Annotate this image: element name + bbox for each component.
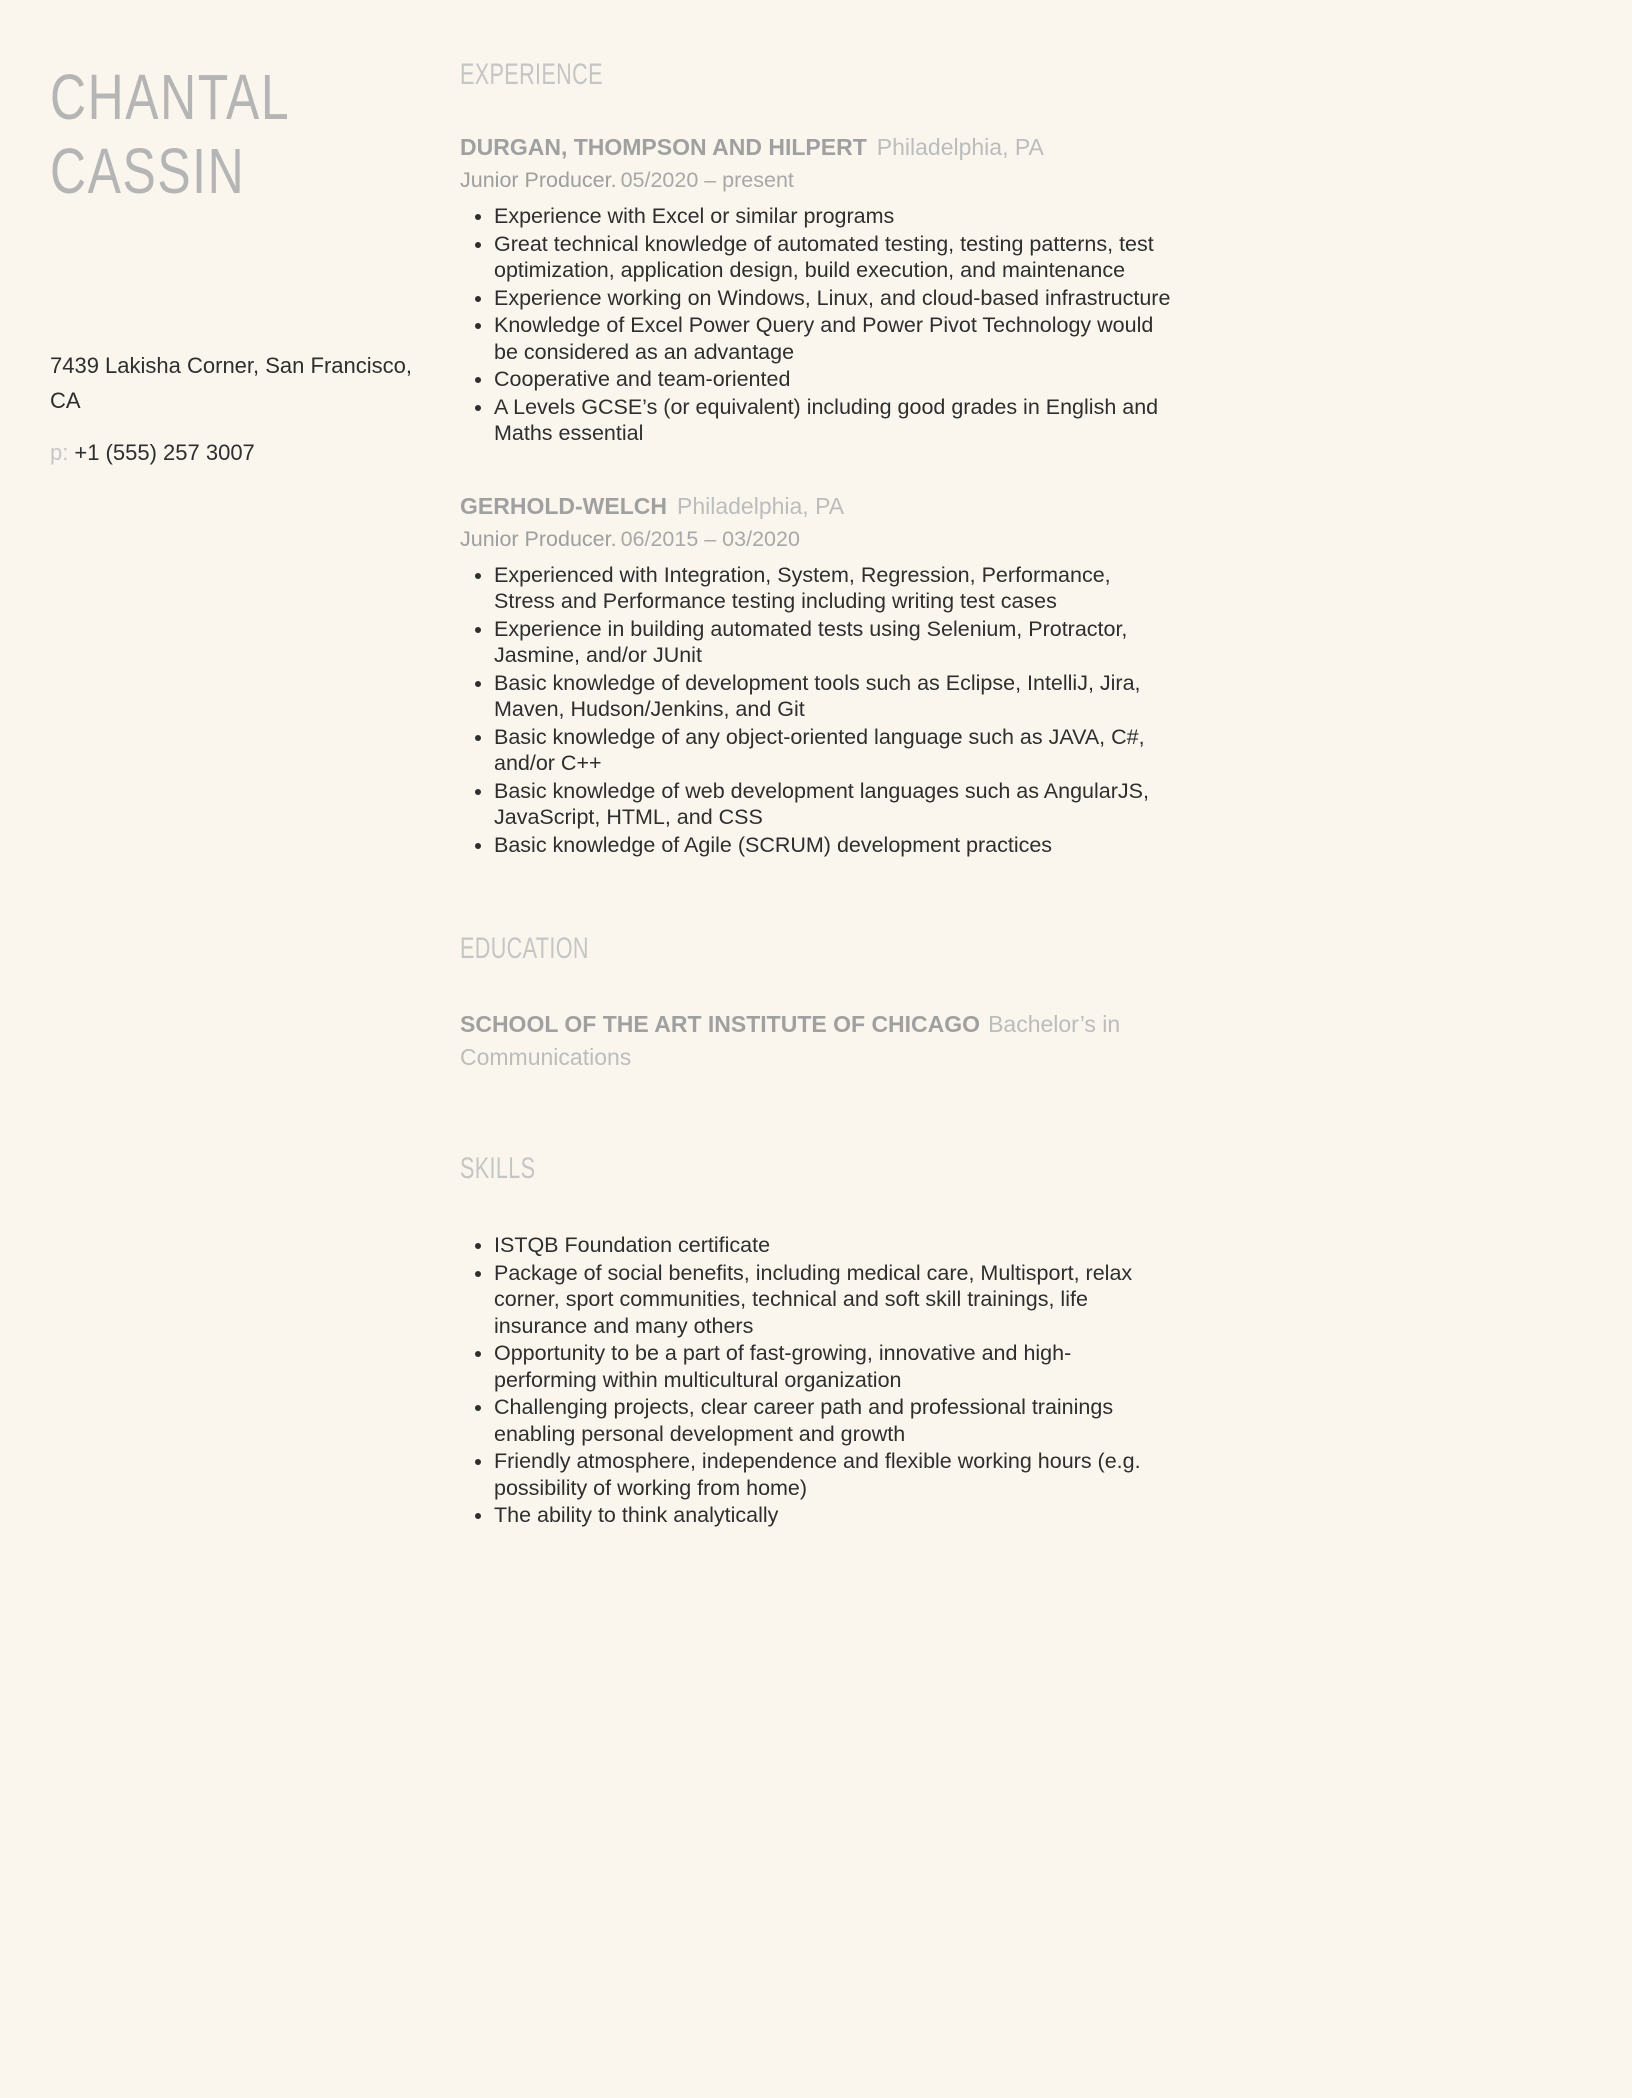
school-name: SCHOOL OF THE ART INSTITUTE OF CHICAGO <box>460 1011 981 1037</box>
job-location: Philadelphia, PA <box>876 134 1044 160</box>
job-entry-2 <box>460 493 1172 859</box>
skills-list <box>460 1232 1172 1529</box>
job-bullets <box>460 203 1172 447</box>
candidate-name <box>50 60 414 208</box>
section-experience <box>460 58 1172 858</box>
job-location: Philadelphia, PA <box>676 492 845 519</box>
bullet-item: • Basic knowledge of any object-oriented language such as JAVA, C#, and/or C++ <box>494 724 1172 777</box>
bullet-item: • Basic knowledge of web development languages such as AngularJS, JavaScript, HTML, and CSS <box>494 778 1172 831</box>
skills-title: SKILLS <box>460 1152 536 1185</box>
sidebar <box>0 0 450 2098</box>
address-line-1: 7439 Lakisha Corner, San Francisco, <box>50 353 412 378</box>
job-dates: 05/2020 – present <box>620 168 794 192</box>
job-heading <box>460 493 1172 520</box>
name-line-1: CHANTAL <box>50 61 291 133</box>
education-title: EDUCATION <box>460 932 589 965</box>
bullet-item: • Experienced with Integration, System, Regression, Performance, Stress and Performance testing including writing test cases <box>494 562 1172 615</box>
job-heading <box>460 134 1172 161</box>
job-role: Junior Producer. <box>460 168 617 192</box>
address <box>50 348 414 418</box>
section-education <box>460 932 1172 1074</box>
bullet-item: • Knowledge of Excel Power Query and Power Pivot Technology would be considered as an advantage <box>494 312 1172 365</box>
phone-label: p: <box>50 440 69 465</box>
job-bullets <box>460 562 1172 859</box>
phone-number: +1 (555) 257 3007 <box>74 440 255 465</box>
job-role-line <box>460 527 1172 552</box>
bullet-item: • Opportunity to be a part of fast-growing, innovative and high-performing within multicultural organization <box>494 1340 1172 1393</box>
job-role-line <box>460 168 1172 193</box>
bullet-item: • Experience working on Windows, Linux, and cloud-based infrastructure <box>494 285 1172 312</box>
bullet-item: • The ability to think analytically <box>494 1502 1172 1529</box>
degree: Bachelor’s in Communications <box>460 1011 1121 1070</box>
bullet-item: • Challenging projects, clear career path and professional trainings enabling personal development and growth <box>494 1394 1172 1447</box>
bullet-item: • Experience in building automated tests using Selenium, Protractor, Jasmine, and/or JUnit <box>494 616 1172 669</box>
education-entry <box>460 1008 1160 1074</box>
job-dates: 06/2015 – 03/2020 <box>620 526 800 551</box>
address-line-2: CA <box>50 388 81 413</box>
bullet-item: • Basic knowledge of Agile (SCRUM) development practices <box>494 832 1172 859</box>
bullet-item: • Experience with Excel or similar programs <box>494 203 1172 230</box>
bullet-item: • Cooperative and team-oriented <box>494 366 1172 393</box>
bullet-item: • A Levels GCSE’s (or equivalent) including good grades in English and Maths essential <box>494 394 1172 447</box>
phone <box>50 440 414 466</box>
bullet-item: • Great technical knowledge of automated testing, testing patterns, test optimization, application design, build execution, and maintenance <box>494 231 1172 284</box>
bullet-item: • Basic knowledge of development tools such as Eclipse, IntelliJ, Jira, Maven, Hudson/Jenkins, and Git <box>494 670 1172 723</box>
section-skills <box>460 1152 1172 1529</box>
company-name: DURGAN, THOMPSON AND HILPERT <box>460 134 867 160</box>
job-entry-1 <box>460 134 1172 447</box>
main-content <box>460 58 1172 1530</box>
name-line-2: CASSIN <box>50 135 246 207</box>
experience-title: EXPERIENCE <box>460 58 603 91</box>
bullet-item: • Package of social benefits, including medical care, Multisport, relax corner, sport communities, technical and soft skill trainings, life insurance and many others <box>494 1260 1172 1340</box>
company-name: GERHOLD-WELCH <box>460 492 667 519</box>
bullet-item: • ISTQB Foundation certificate <box>494 1232 1172 1259</box>
bullet-item: • Friendly atmosphere, independence and flexible working hours (e.g. possibility of working from home) <box>494 1448 1172 1501</box>
job-role: Junior Producer. <box>460 526 617 551</box>
